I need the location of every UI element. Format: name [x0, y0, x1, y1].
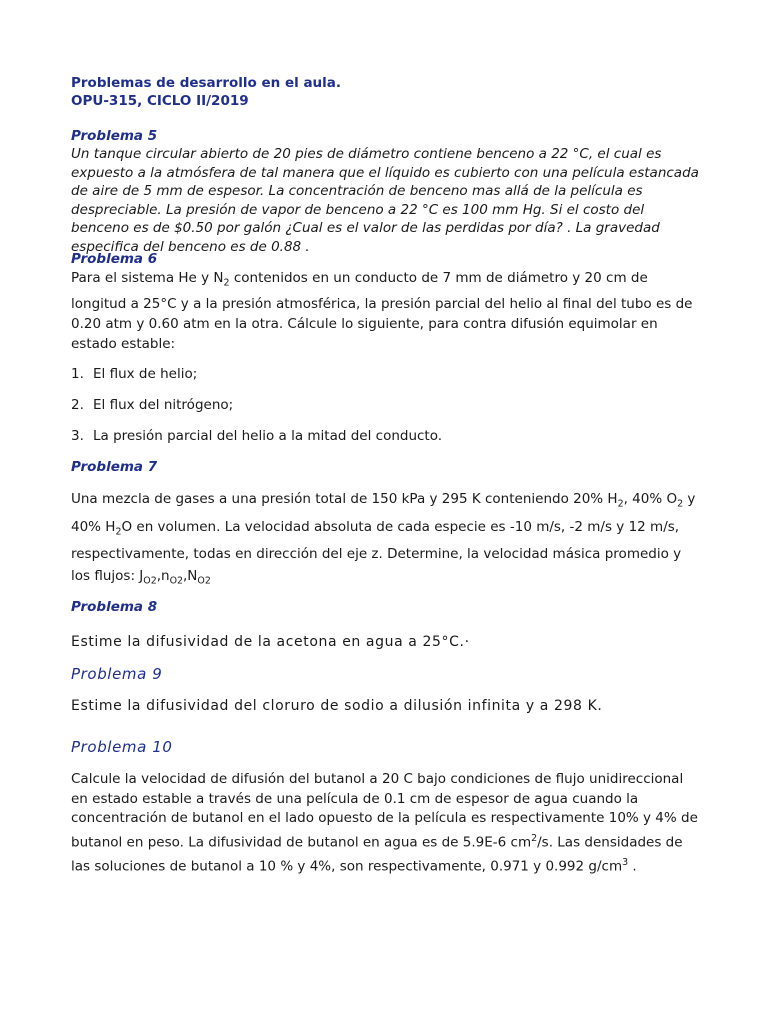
problem-10-text: Calcule la velocidad de difusión del butanol a 20 C bajo condiciones de flujo unidireccional en estado estable a través de una película de 0.1 cm de espesor de agua cuando la concentración de butanol en el lado opuesto de la película es respectivamente 10% y 4% de butanol en peso. La difusividad de butanol en agua es de 5.9E-6 $cm^2/s$. Las densidades de las soluciones de butanol a 10 % y 4%, son respectivamente, 0.971 y 0.992 $g/cm^3$ . [71, 771, 698, 874]
problem-6-item-1: 1. El flux de helio; [71, 366, 198, 382]
problem-6-item-3: 3. La presión parcial del helio a la mitad del conducto. [71, 428, 443, 444]
problem-5-text: Un tanque circular abierto de 20 pies de diámetro contiene benceno a 22 °C, el cual es expuesto a la atmósfera de tal manera que el líquido es cubierto con una película estancada de aire de 5 mm de espesor. La concentración de benceno mas allá de la película es despreciable. La presión de vapor de benceno a 22 °C es 100 mm Hg. Si el costo del benceno es de $0.50 por galón ¿Cual es el valor de las perdidas por día? . La gravedad especifica del benceno es de 0.88 . [71, 146, 699, 255]
problem-6-item-2: 2. El flux del nitrógeno; [71, 397, 234, 413]
problem-9-title: Problema 9 [71, 665, 163, 683]
problem-8-text: Estime la difusividad de la acetona en agua a 25°C.· [71, 634, 470, 650]
problem-8-title: Problema 8 [71, 599, 158, 615]
document-header [71, 74, 711, 110]
header-course-code: OPU-315, CICLO II/2019 [71, 93, 249, 109]
problem-6-text: Para el sistema He y $N_2$ contenidos en un conducto de 7 mm de diámetro y 20 cm de longitud a 25°C y a la presión atmosférica, la presión parcial del helio al final del tubo es de 0.20 atm y 0.60 atm en la otra. Cálcule lo siguiente, para contra difusión equimolar en estado estable: [71, 270, 693, 352]
problem-6-title: Problema 6 [71, 251, 158, 267]
problem-9-text: Estime la difusividad del cloruro de sodio a dilusión infinita y a 298 K. [71, 698, 603, 714]
problem-7-title: Problema 7 [71, 459, 158, 475]
header-course-title: Problemas de desarrollo en el aula. [71, 75, 342, 91]
problem-7-text: Una mezcla de gases a una presión total de 150 kPa y 295 K conteniendo 20% $H_2$, 40% $O_2$ y 40% $H_2O$ en volumen. La velocidad absoluta de cada especie es -10 m/s, -2 m/s y 12 m/s, respectivamente, todas en dirección del eje z. Determine, la velocidad másica promedio y los flujos: $J_{O2},n_{O2},N_{O2}$ [71, 491, 696, 588]
problem-10-title: Problema 10 [71, 738, 173, 756]
problem-5-title: Problema 5 [71, 128, 158, 144]
